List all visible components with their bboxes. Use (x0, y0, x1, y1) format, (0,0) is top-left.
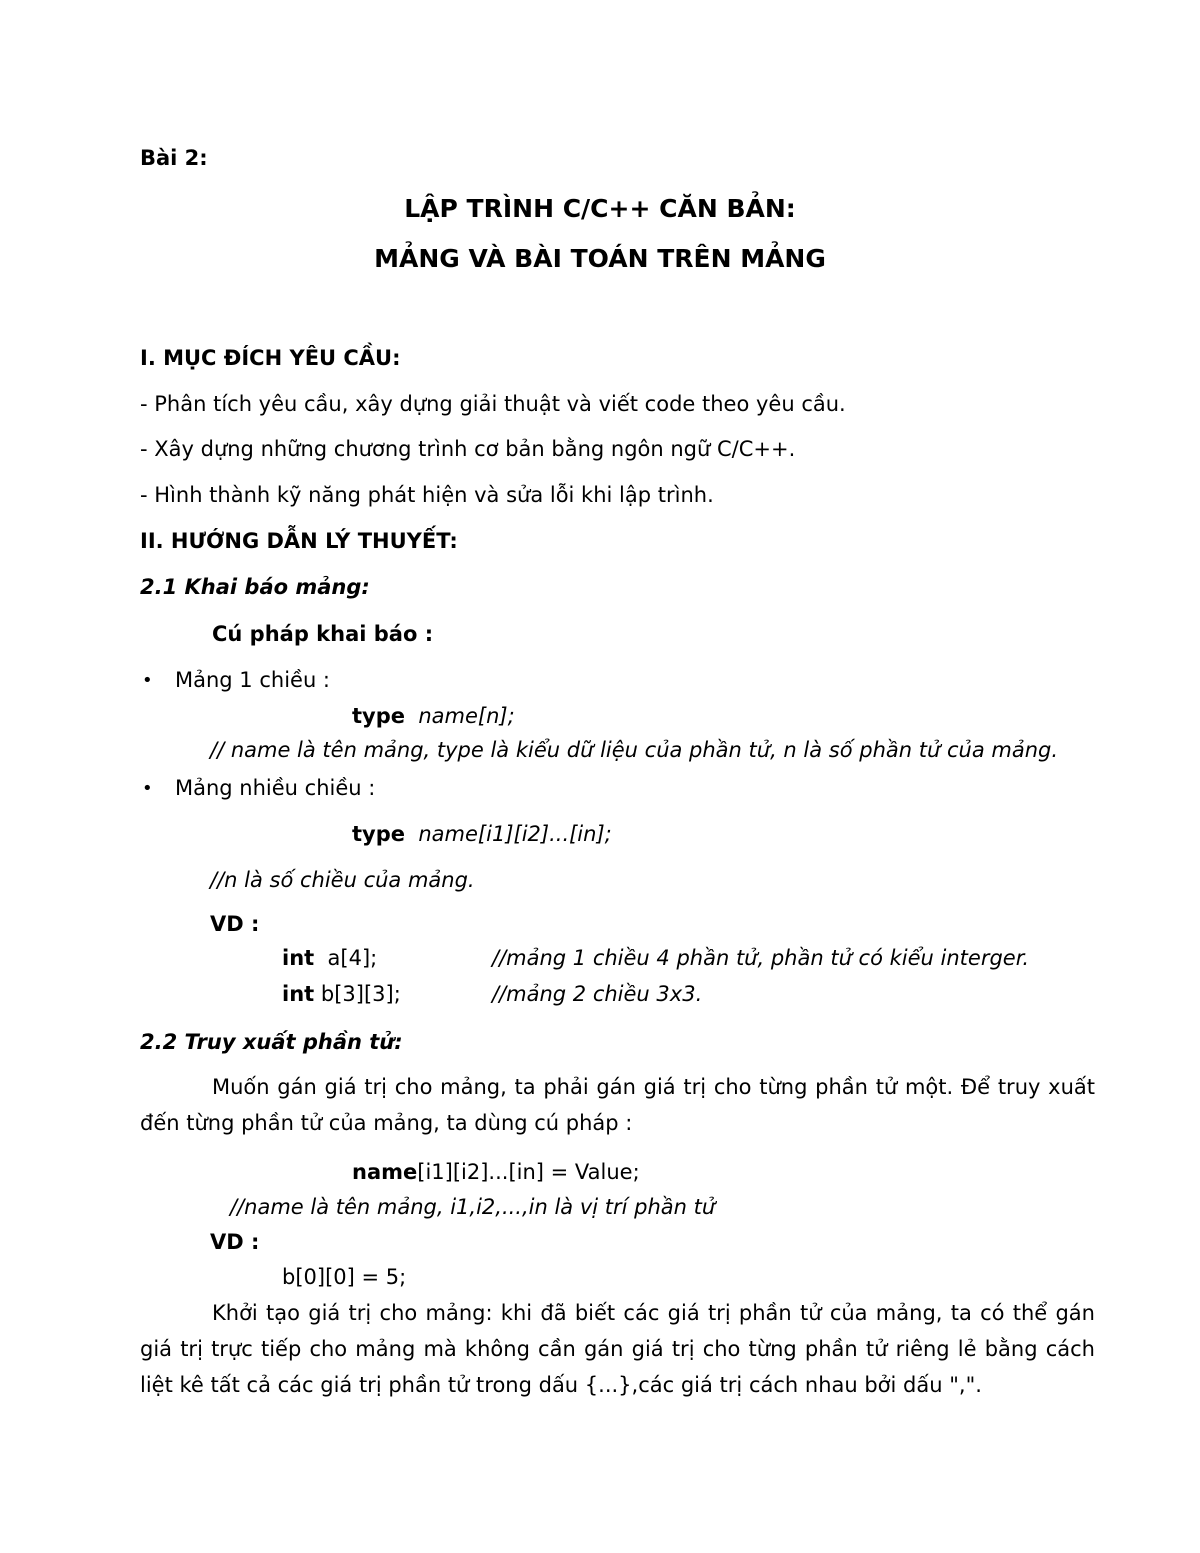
one-dim-label: Mảng 1 chiều : (175, 668, 331, 692)
init-paragraph-line-3: liệt kê tất cả các giá trị phần tử trong dấu {...},các giá trị cách nhau bởi dấu ",". (140, 1373, 982, 1397)
section-1-item-1: - Phân tích yêu cầu, xây dựng giải thuật và viết code theo yêu cầu. (140, 392, 846, 416)
access-syntax-rest: [i1][i2]...[in] = Value; (417, 1160, 640, 1184)
example-code-line: b[0][0] = 5; (282, 1265, 407, 1289)
access-comment: //name là tên mảng, i1,i2,...,in là vị trí phần tử (230, 1195, 716, 1219)
declaration-text: name[n]; (418, 704, 515, 728)
multi-dim-comment: //n là số chiều của mảng. (210, 868, 475, 892)
section-2-heading: II. HƯỚNG DẪN LÝ THUYẾT: (140, 529, 458, 553)
section-1-heading: I. MỤC ĐÍCH YÊU CẦU: (140, 346, 401, 370)
init-paragraph-line-1: Khởi tạo giá trị cho mảng: khi đã biết các giá trị phần tử của mảng, ta có thể gán (212, 1301, 1095, 1325)
section-1-item-3: - Hình thành kỹ năng phát hiện và sửa lỗi khi lập trình. (140, 483, 714, 507)
example-label: VD : (210, 912, 260, 936)
init-paragraph-line-2: giá trị trực tiếp cho mảng mà không cần gán giá trị cho từng phần tử riêng lẻ bằng cách (140, 1337, 1095, 1361)
title-line-1: LẬP TRÌNH C/C++ CĂN BẢN: (404, 194, 796, 223)
access-paragraph-line-2: đến từng phần tử của mảng, ta dùng cú pháp : (140, 1111, 633, 1135)
bullet-icon: • (142, 670, 153, 691)
syntax-label: Cú pháp khai báo : (212, 622, 434, 646)
example-row-2-comment: //mảng 2 chiều 3x3. (492, 982, 703, 1006)
multi-dim-label: Mảng nhiều chiều : (175, 776, 376, 800)
name-keyword: name (352, 1160, 418, 1184)
title-line-2: MẢNG VÀ BÀI TOÁN TRÊN MẢNG (374, 244, 826, 273)
bullet-icon: • (142, 778, 153, 799)
example-row-2-code (282, 982, 401, 1007)
int-keyword: int (282, 946, 315, 970)
example-code: a[4]; (327, 946, 378, 970)
type-keyword: type (352, 704, 406, 728)
type-keyword: type (352, 822, 406, 846)
example-label-2: VD : (210, 1230, 260, 1254)
int-keyword: int (282, 982, 315, 1006)
access-syntax (352, 1160, 640, 1185)
subsection-2-1-heading: 2.1 Khai báo mảng: (140, 575, 370, 599)
one-dim-declaration (352, 704, 515, 729)
example-row-1-code (282, 946, 377, 971)
multi-dim-declaration (352, 822, 612, 847)
example-code: b[3][3]; (320, 982, 401, 1006)
example-row-1-comment: //mảng 1 chiều 4 phần tử, phần tử có kiểu interger. (492, 946, 1030, 970)
section-1-item-2: - Xây dựng những chương trình cơ bản bằng ngôn ngữ C/C++. (140, 437, 796, 461)
lesson-label: Bài 2: (140, 146, 208, 170)
subsection-2-2-heading: 2.2 Truy xuất phần tử: (140, 1030, 403, 1054)
declaration-text: name[i1][i2]...[in]; (418, 822, 612, 846)
one-dim-comment: // name là tên mảng, type là kiểu dữ liệu của phần tử, n là số phần tử của mảng. (210, 738, 1059, 762)
access-paragraph-line-1: Muốn gán giá trị cho mảng, ta phải gán giá trị cho từng phần tử một. Để truy xuất (212, 1075, 1095, 1099)
